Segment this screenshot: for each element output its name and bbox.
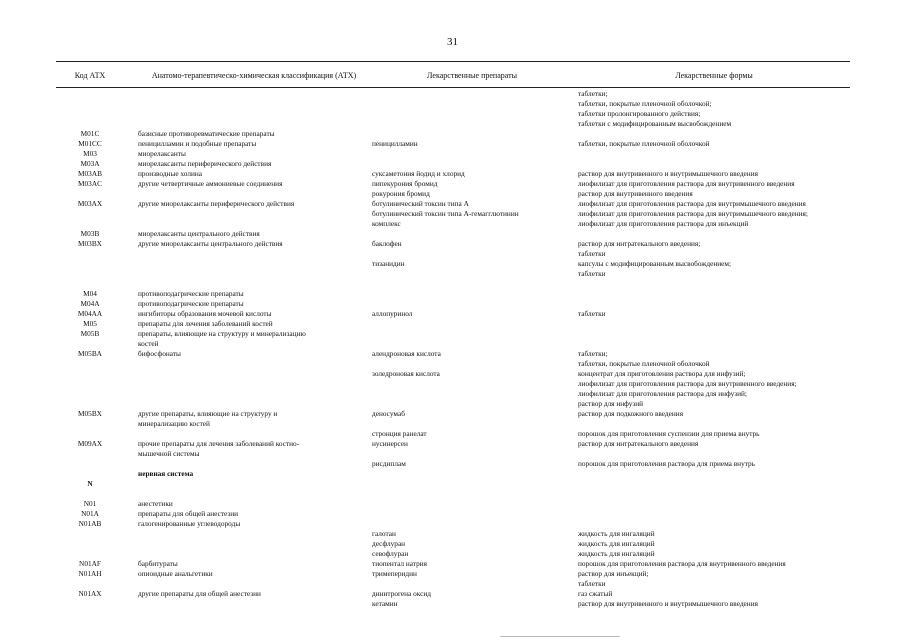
cell-drug: тиопентал натрия <box>372 559 427 568</box>
cell-atc: минерализацию костей <box>138 419 210 428</box>
cell-form: газ сжатый <box>578 589 613 598</box>
cell-drug: нусинерсен <box>372 439 408 448</box>
cell-atc: препараты для лечения заболеваний костей <box>138 319 273 328</box>
cell-form: раствор для внутривенного введения <box>578 189 693 198</box>
cell-form: порошок для приготовления раствора для внутривенного введения <box>578 559 786 568</box>
cell-form: раствор для подкожного введения <box>578 409 684 418</box>
cell-atc: миорелаксанты <box>138 149 186 158</box>
cell-code: M03AB <box>78 169 102 178</box>
cell-form: жидкость для ингаляций <box>578 539 655 548</box>
table-row <box>56 279 850 289</box>
cell-form: порошок для приготовления суспензии для приема внутрь <box>578 429 760 438</box>
cell-form: концентрат для приготовления раствора для инфузий; <box>578 369 746 378</box>
table-row <box>56 579 850 589</box>
table-row <box>56 489 850 499</box>
table-row <box>56 429 850 439</box>
cell-drug: тизанидин <box>372 259 405 268</box>
table-row <box>56 229 850 239</box>
cell-drug: десфлуран <box>372 539 406 548</box>
table-row <box>56 199 850 209</box>
header-atc: Анатомо-терапевтическо-химическая классификация (АТХ) <box>151 71 357 80</box>
cell-drug: пипекурония бромид <box>372 179 438 188</box>
table-row <box>56 549 850 559</box>
cell-code: M03 <box>83 149 97 158</box>
table-row <box>56 309 850 319</box>
cell-form: лиофилизат для приготовления раствора для внутримышечного введения <box>578 199 806 208</box>
cell-atc: ингибиторы образования мочевой кислоты <box>138 309 272 318</box>
cell-atc: препараты, влияющие на структуру и минерализацию <box>138 329 306 338</box>
cell-code: M04A <box>80 299 100 308</box>
cell-drug: деносумаб <box>372 409 405 418</box>
cell-form: лиофилизат для приготовления раствора для внутривенного введения <box>578 179 795 188</box>
cell-form: таблетки, покрытые пленочной оболочкой <box>578 139 710 148</box>
header-forms: Лекарственные формы <box>675 71 753 80</box>
cell-atc: анестетики <box>138 499 173 508</box>
cell-drug: ботулинический токсин типа А <box>372 199 469 208</box>
cell-form: таблетки; <box>578 349 608 358</box>
cell-code: M01C <box>80 129 100 138</box>
cell-code: M09AX <box>77 439 103 448</box>
table-row <box>56 239 850 249</box>
cell-form: порошок для приготовления раствора для приема внутрь <box>578 459 755 468</box>
cell-drug: ботулинический токсин типа А-гемагглютинин <box>372 209 519 218</box>
cell-form: таблетки <box>578 269 606 278</box>
cell-drug: суксаметония йодид и хлорид <box>372 169 465 178</box>
table-row <box>56 139 850 149</box>
cell-form: лиофилизат для приготовления раствора для внутривенного введения; <box>578 379 797 388</box>
cell-form: капсулы с модифицированным высвобождением; <box>578 259 732 268</box>
cell-drug: севофлуран <box>372 549 409 558</box>
table-row <box>56 359 850 369</box>
cell-code: M03B <box>80 229 100 238</box>
cell-form: таблетки <box>578 249 606 258</box>
table-row <box>56 389 850 399</box>
cell-atc: производные холина <box>138 169 203 178</box>
cell-code: N01A <box>81 509 99 518</box>
cell-code: M03AC <box>78 179 102 188</box>
cell-form: раствор для инфузий <box>578 399 644 408</box>
cell-drug: рокурония бромид <box>372 189 430 198</box>
table-row <box>56 589 850 599</box>
cell-form: таблетки; <box>578 89 608 98</box>
table-row <box>56 469 850 479</box>
cell-form: таблетки <box>578 309 606 318</box>
cell-form: раствор для инъекций; <box>578 569 649 578</box>
table-body <box>56 89 850 609</box>
table-row <box>56 299 850 309</box>
table-row <box>56 169 850 179</box>
table-row <box>56 249 850 259</box>
table-row <box>56 149 850 159</box>
cell-atc: опиоидные анальгетики <box>138 569 213 578</box>
table-row <box>56 179 850 189</box>
cell-drug: пеницилламин <box>372 139 418 148</box>
table-row <box>56 379 850 389</box>
cell-atc: прочие препараты для лечения заболеваний костно- <box>138 439 300 448</box>
cell-code: N01 <box>83 499 97 508</box>
cell-code: M03AX <box>77 199 103 208</box>
cell-atc: бифосфонаты <box>138 349 181 358</box>
table-row <box>56 409 850 419</box>
table-row <box>56 569 850 579</box>
cell-code: M04AA <box>77 309 103 318</box>
table-row <box>56 99 850 109</box>
cell-drug: кетамин <box>372 599 398 608</box>
cell-atc: другие препараты, влияющие на структуру и <box>138 409 278 418</box>
table-row <box>56 369 850 379</box>
cell-form: жидкость для ингаляций <box>578 529 655 538</box>
cell-drug: комплекс <box>372 219 401 228</box>
table-header <box>56 61 850 88</box>
table-row <box>56 399 850 409</box>
header-drugs: Лекарственные препараты <box>427 71 517 80</box>
cell-drug: стронция ранелат <box>372 429 427 438</box>
cell-code: N01AH <box>78 569 102 578</box>
table-row <box>56 349 850 359</box>
table-row <box>56 109 850 119</box>
cell-drug: аллопуринол <box>372 309 413 318</box>
cell-form: жидкость для ингаляций <box>578 549 655 558</box>
cell-atc: базисные противоревматические препараты <box>138 129 275 138</box>
table-row <box>56 599 850 609</box>
cell-atc: противоподагрические препараты <box>138 299 244 308</box>
table-row <box>56 419 850 429</box>
table-row <box>56 339 850 349</box>
cell-drug: баклофен <box>372 239 402 248</box>
cell-drug: алендроновая кислота <box>372 349 441 358</box>
cell-atc: другие миорелаксанты центрального действия <box>138 239 283 248</box>
cell-code: N01AB <box>78 519 102 528</box>
cell-code: M03A <box>80 159 100 168</box>
cell-drug: галотан <box>372 529 396 538</box>
cell-code: N01AF <box>79 559 101 568</box>
cell-form: таблетки <box>578 579 606 588</box>
table-row <box>56 289 850 299</box>
table-row <box>56 559 850 569</box>
cell-drug: тримеперидин <box>372 569 417 578</box>
table-row <box>56 129 850 139</box>
table-row <box>56 509 850 519</box>
cell-form: раствор для интратекального введения <box>578 439 699 448</box>
table-row <box>56 269 850 279</box>
cell-atc: миорелаксанты периферического действия <box>138 159 272 168</box>
cell-atc: другие четвертичные аммониевые соединения <box>138 179 283 188</box>
cell-atc: миорелаксанты центрального действия <box>138 229 260 238</box>
table-row <box>56 159 850 169</box>
table-row <box>56 329 850 339</box>
table-row <box>56 479 850 489</box>
table-row <box>56 89 850 99</box>
cell-atc: другие миорелаксанты периферического действия <box>138 199 295 208</box>
cell-code: N <box>87 479 93 488</box>
cell-drug: золедроновая кислота <box>372 369 440 378</box>
cell-code: M04 <box>83 289 97 298</box>
header-code: Код АТХ <box>74 71 106 80</box>
cell-form: раствор для интратекального введения; <box>578 239 701 248</box>
cell-atc: нервная система <box>138 469 194 478</box>
page-number: 31 <box>447 36 458 48</box>
cell-code: N01AX <box>78 589 102 598</box>
table-row <box>56 519 850 529</box>
table-row <box>56 209 850 219</box>
cell-form: таблетки, покрытые пленочной оболочкой <box>578 359 710 368</box>
table-row <box>56 189 850 199</box>
cell-form: раствор для внутривенного и внутримышечного введения <box>578 169 758 178</box>
cell-form: раствор для внутривенного и внутримышечного введения <box>578 599 758 608</box>
cell-code: M05BA <box>78 349 102 358</box>
table-row <box>56 449 850 459</box>
cell-atc: костей <box>138 339 159 348</box>
table-row <box>56 439 850 449</box>
cell-atc: пеницилламин и подобные препараты <box>138 139 257 148</box>
scan-artifact-line <box>500 636 620 637</box>
cell-form: лиофилизат для приготовления раствора для инфузий; <box>578 389 747 398</box>
cell-atc: противоподагрические препараты <box>138 289 244 298</box>
table-row <box>56 259 850 269</box>
table-row <box>56 219 850 229</box>
cell-atc: мышечной системы <box>138 449 200 458</box>
cell-form: лиофилизат для приготовления раствора для внутримышечного введения; <box>578 209 808 218</box>
cell-form: таблетки с модифицированным высвобождением <box>578 119 732 128</box>
cell-form: таблетки, покрытые пленочной оболочкой; <box>578 99 712 108</box>
cell-atc: другие препараты для общей анестезии <box>138 589 261 598</box>
cell-drug: рисдиплам <box>372 459 406 468</box>
cell-drug: динитрогена оксид <box>372 589 431 598</box>
table-row <box>56 539 850 549</box>
cell-form: таблетки пролонгированного действия; <box>578 109 701 118</box>
table-row <box>56 499 850 509</box>
cell-code: M05 <box>83 319 97 328</box>
cell-atc: препараты для общей анестезии <box>138 509 239 518</box>
cell-code: M03BX <box>78 239 102 248</box>
table-row <box>56 319 850 329</box>
cell-form: лиофилизат для приготовления раствора для инъекций <box>578 219 749 228</box>
cell-code: M01CC <box>78 139 102 148</box>
cell-atc: барбитураты <box>138 559 178 568</box>
cell-code: M05BX <box>78 409 102 418</box>
cell-atc: галогенированные углеводороды <box>138 519 241 528</box>
table-row <box>56 459 850 469</box>
table-row <box>56 119 850 129</box>
table-row <box>56 529 850 539</box>
cell-code: M05B <box>80 329 100 338</box>
